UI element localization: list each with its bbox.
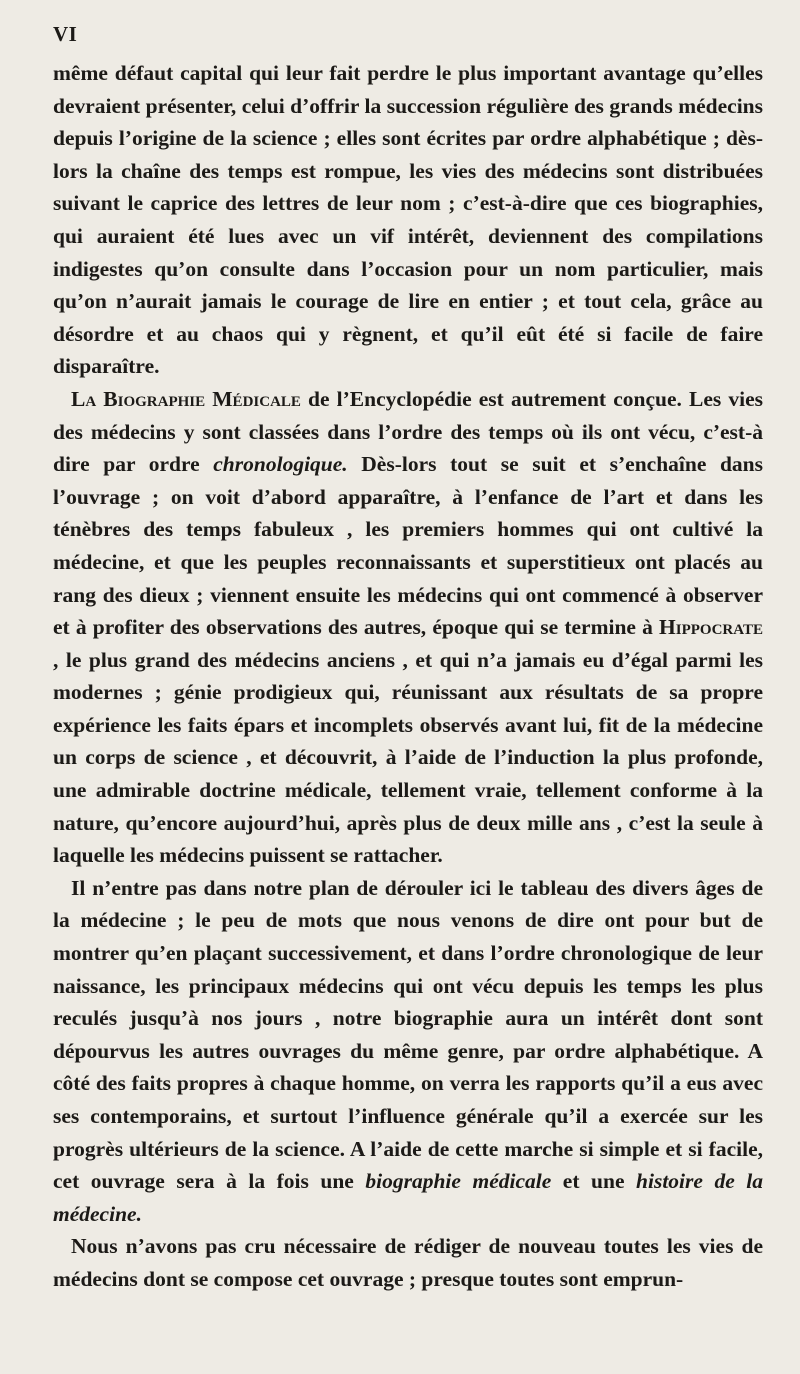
body-text [53,57,763,1296]
paragraph-2-text-b: Dès-lors tout se suit et s’enchaîne dans l’ouvrage ; on voit d’abord apparaître, à l’enfance de l’art et dans les ténèbres des temps fabuleux , les premiers hommes qui ont cultivé la médecine, et que les peuples reconnaissants et superstitieux ont placés au rang des dieux ; viennent ensuite les médecins qui ont commencé à observer et à profiter des observations des autres, époque qui se termine à [53,452,764,640]
chronologique-italic: chronologique. [213,452,348,477]
biographie-medicale-italic: biographie médicale [365,1169,552,1194]
paragraph-4: Nous n’avons pas cru nécessaire de rédiger de nouveau toutes les vies de médecins dont se compose cet ouvrage ; presque toutes sont emprun- [53,1234,763,1291]
paragraph-1: même défaut capital qui leur fait perdre le plus important avantage qu’elles devraient présenter, celui d’offrir la succession régulière des grands médecins depuis l’origine de la science ; elles sont écrites par ordre alphabétique ; dès-lors la chaîne des temps est rompue, les vies des médecins sont distribuées suivant le caprice des lettres de leur nom ; c’est-à-dire que ces biographies, qui auraient été lues avec un vif intérêt, deviennent des compilations indigestes qu’on consulte dans l’occasion pour un nom particulier, mais qu’on n’aurait jamais le courage de lire en entier ; et tout cela, grâce au désordre et au chaos qui y règnent, et qu’il eût été si facile de faire disparaître. [53,61,763,379]
paragraph-3-text-b: et une [551,1169,637,1194]
hippocrate-smallcaps: Hippocrate [659,615,763,640]
paragraph-3 [53,872,763,1231]
histoire-medecine-italic: histoire de la médecine. [53,1169,763,1226]
page-number: VI [53,22,78,46]
paragraph-2 [53,383,763,872]
paragraph-2-text-c: , le plus grand des médecins anciens , et qui n’a jamais eu d’égal parmi les modernes ; génie prodigieux qui, réunissant aux résultats de sa propre expérience les faits épars et incomplets observés avant lui, fit de la médecine un corps de science , et découvrit, à l’aide de l’induction la plus profonde, une admirable doctrine médicale, tellement vraie, tellement conforme à la nature, qu’encore aujourd’hui, après plus de deux mille ans , c’est la seule à laquelle les médecins puissent se rattacher. [53,647,763,868]
paragraph-2-text-a: de l’Encyclopédie est autrement conçue. Les vies des médecins y sont classées dans l’ordre des temps où ils ont vécu, c’est-à dire par ordre [53,386,764,477]
biographie-medicale-smallcaps: La Biographie Médicale [71,386,301,411]
paragraph-3-text-a: Il n’entre pas dans notre plan de dérouler ici le tableau des divers âges de la médecine ; le peu de mots que nous venons de dire ont pour but de montrer qu’en plaçant successivement, et dans l’ordre chronologique de leur naissance, les principaux médecins qui ont vécu depuis les temps les plus reculés jusqu’à nos jours , notre biographie aura un intérêt dont sont dépourvus les autres ouvrages du même genre, par ordre alphabétique. A côté des faits propres à chaque homme, on verra les rapports qu’il a eus avec ses contemporains, et surtout l’influence générale qu’il a exercée sur les progrès ultérieurs de la science. A l’aide de cette marche si simple et si facile, cet ouvrage sera à la fois une [53,875,763,1194]
